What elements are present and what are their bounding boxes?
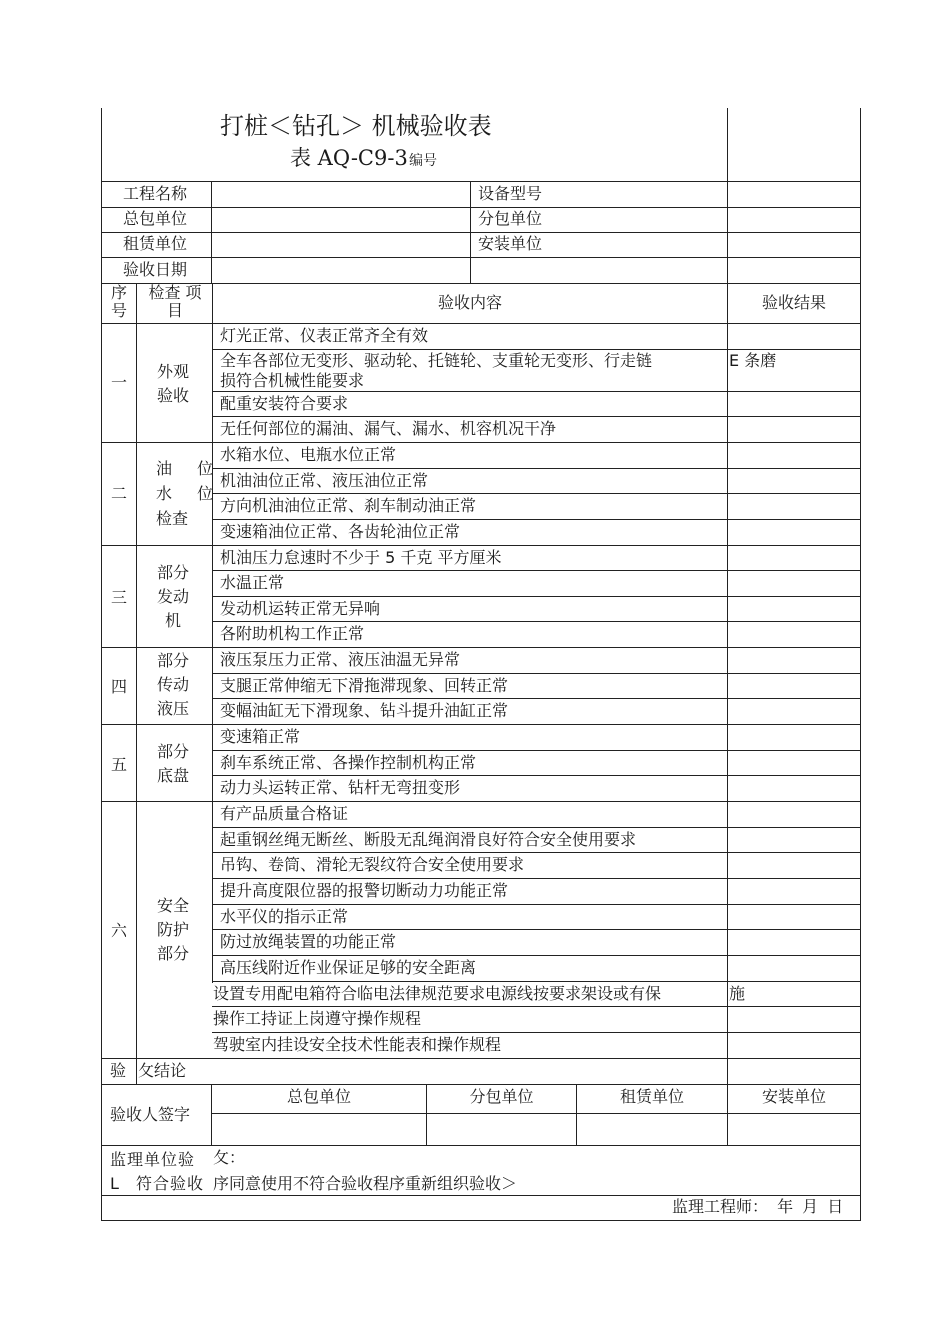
check-row: 起重钢丝绳无断丝、断股无乱绳润滑良好符合安全使用要求 [220,830,637,849]
signature-label: 验收人签字 [110,1105,191,1124]
supervisor-label: 监理单位验 [110,1150,196,1169]
section-item: 检查 [156,509,189,528]
check-row: 水温正常 [220,573,285,592]
check-row: 变幅油缸无下滑现象、钻斗提升油缸正常 [220,701,509,720]
check-row: 支腿正常伸缩无下滑拖滞现象、回转正常 [220,676,509,695]
section-item: 油 位 [156,459,214,478]
section-item: 外观 验收 [156,362,189,405]
section-seq: 三 [111,588,128,607]
check-row: 吊钩、卷筒、滑轮无裂纹符合安全使用要求 [220,855,525,874]
check-row: 方向机油油位正常、刹车制动油正常 [220,496,477,515]
check-row: 高压线附近作业保证足够的安全距离 [220,958,477,977]
section-seq: 五 [111,755,128,774]
check-row: 发动机运转正常无异响 [220,599,381,618]
conclusion-label: 验 [110,1061,127,1080]
check-row: 全车各部位无变形、驱动轮、托链轮、支重轮无变形、行走链 [220,351,653,370]
section-item: 部分 传动 液压 [156,651,189,718]
check-row: 无任何部位的漏油、漏气、漏水、机容机况干净 [220,419,557,438]
check-row: 配重安装符合要求 [220,394,349,413]
form-code: 表 AQ-C9-3 [290,146,408,170]
supervisor-text: 攵： [213,1148,246,1167]
check-row: 驾驶室内挂设安全技术性能表和操作规程 [213,1035,502,1054]
column-result: 验收结果 [761,293,826,312]
acceptance-date-label: 验收日期 [123,260,188,279]
installer-label: 安装单位 [478,234,543,253]
section-seq: 一 [111,373,128,392]
check-row: 各附助机构工作正常 [220,624,365,643]
signature-column: 安装单位 [761,1087,826,1106]
conclusion-label: 攵结论 [138,1061,187,1080]
check-row: 液压泵压力正常、液压油温无异常 [220,650,461,669]
check-row: 灯光正常、仪表正常齐全有效 [220,326,429,345]
check-row: 提升高度限位器的报警切断动力功能正常 [220,881,509,900]
result-note: E 条磨 [729,351,777,370]
check-row: 刹车系统正常、各操作控制机构正常 [220,753,477,772]
check-row: 有产品质量合格证 [220,804,349,823]
signature-column: 总包单位 [286,1087,351,1106]
check-row: 动力头运转正常、钻杆无弯扭变形 [220,778,461,797]
section-item: 部分 底盘 [156,742,189,785]
form-title: 打桩＜钻孔＞ 机械验收表 [220,112,492,140]
supervisor-signoff: 监理工程师： 年 月 日 [672,1197,844,1216]
column-content: 验收内容 [437,293,502,312]
signature-column: 分包单位 [469,1087,534,1106]
section-item: 部分 发动 机 [156,563,189,630]
section-seq: 四 [111,677,128,696]
equipment-model-label: 设备型号 [478,184,543,203]
check-row: 损符合机械性能要求 [220,371,365,390]
check-row: 机油压力怠速时不少于 5 千克 平方厘米 [220,548,502,567]
project-name-label: 工程名称 [123,184,188,203]
section-seq: 六 [111,921,128,940]
lessor-label: 租赁单位 [123,234,188,253]
check-row: 水平仪的指示正常 [220,907,349,926]
check-row: 操作工持证上岗遵守操作规程 [213,1009,422,1028]
column-seq: 序 号 [110,283,127,320]
serial-label: 编号 [409,153,437,169]
check-row: 机油油位正常、液压油位正常 [220,471,429,490]
check-row: 防过放绳装置的功能正常 [220,932,397,951]
section-item: 安全 防护 部分 [156,896,189,963]
supervisor-label: L 符合验收 [110,1174,205,1193]
result-note: 施 [729,984,746,1003]
section-seq: 二 [111,484,128,503]
supervisor-text: 序同意使用不符合验收程序重新组织验收＞ [213,1174,518,1193]
signature-column: 租赁单位 [619,1087,684,1106]
section-item: 水 位 [156,484,214,503]
check-row: 水箱水位、电瓶水位正常 [220,445,397,464]
check-row: 变速箱正常 [220,727,301,746]
general-contractor-label: 总包单位 [123,209,188,228]
subcontractor-label: 分包单位 [478,209,543,228]
check-row: 设置专用配电箱符合临电法律规范要求电源线按要求架设或有保 [213,984,662,1003]
column-item: 检查 项 目 [148,283,202,320]
check-row: 变速箱油位正常、各齿轮油位正常 [220,522,461,541]
